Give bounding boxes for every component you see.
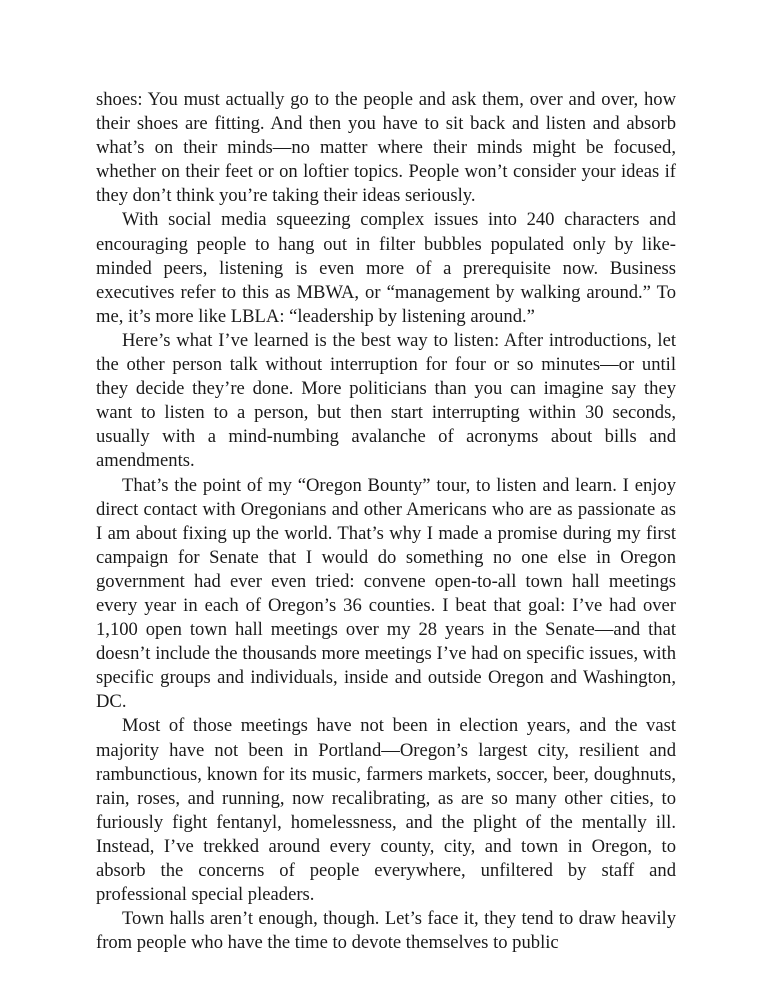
paragraph: Here’s what I’ve learned is the best way to listen: After introductions, let the other person talk without interruption for four or so minutes—or until they decide they’re done. More politicians than you can imagine say they want to listen to a person, but then start interrupting within 30 seconds, usually with a mind-numbing avalanche of acronyms about bills and amendments. [96, 329, 676, 472]
paragraph: That’s the point of my “Oregon Bounty” tour, to listen and learn. I enjoy direct contact with Oregonians and other Americans who are as passionate as I am about fixing up the world. That’s why I made a promise during my first campaign for Senate that I would do something no one else in Oregon government had ever even tried: convene open-to-all town hall meetings every year in each of Oregon’s 36 counties. I beat that goal: I’ve had over 1,100 open town hall meetings over my 28 years in the Senate—and that doesn’t include the thousands more meetings I’ve had on specific issues, with specific groups and individuals, inside and outside Oregon and Washington, DC. [96, 474, 676, 713]
paragraph-continued: shoes: You must actually go to the people and ask them, over and over, how their shoes are fitting. And then you have to sit back and listen and absorb what’s on their minds—no matter where their minds might be focused, whether on their feet or on loftier topics. People won’t consider your ideas if they don’t think you’re taking their ideas seriously. [96, 89, 676, 207]
paragraph: Most of those meetings have not been in election years, and the vast majority have not been in Portland—Oregon’s largest city, resilient and rambunctious, known for its music, farmers markets, soccer, beer, doughnuts, rain, roses, and running, now recalibrating, as are so many other cities, to furiously fight fentanyl, homelessness, and the plight of the mentally ill. Instead, I’ve trekked around every county, city, and town in Oregon, to absorb the concerns of people everywhere, unfiltered by staff and professional special pleaders. [96, 715, 676, 906]
paragraph: With social media squeezing complex issues into 240 characters and encouraging people to hang out in filter bubbles populated only by like-minded peers, listening is even more of a prerequisite now. Business executives refer to this as MBWA, or “management by walking around.” To me, it’s more like LBLA: “leadership by listening around.” [96, 209, 676, 327]
paragraph: Town halls aren’t enough, though. Let’s face it, they tend to draw heavily from people who have the time to devote themselves to public [96, 908, 676, 954]
body-text [96, 88, 676, 955]
